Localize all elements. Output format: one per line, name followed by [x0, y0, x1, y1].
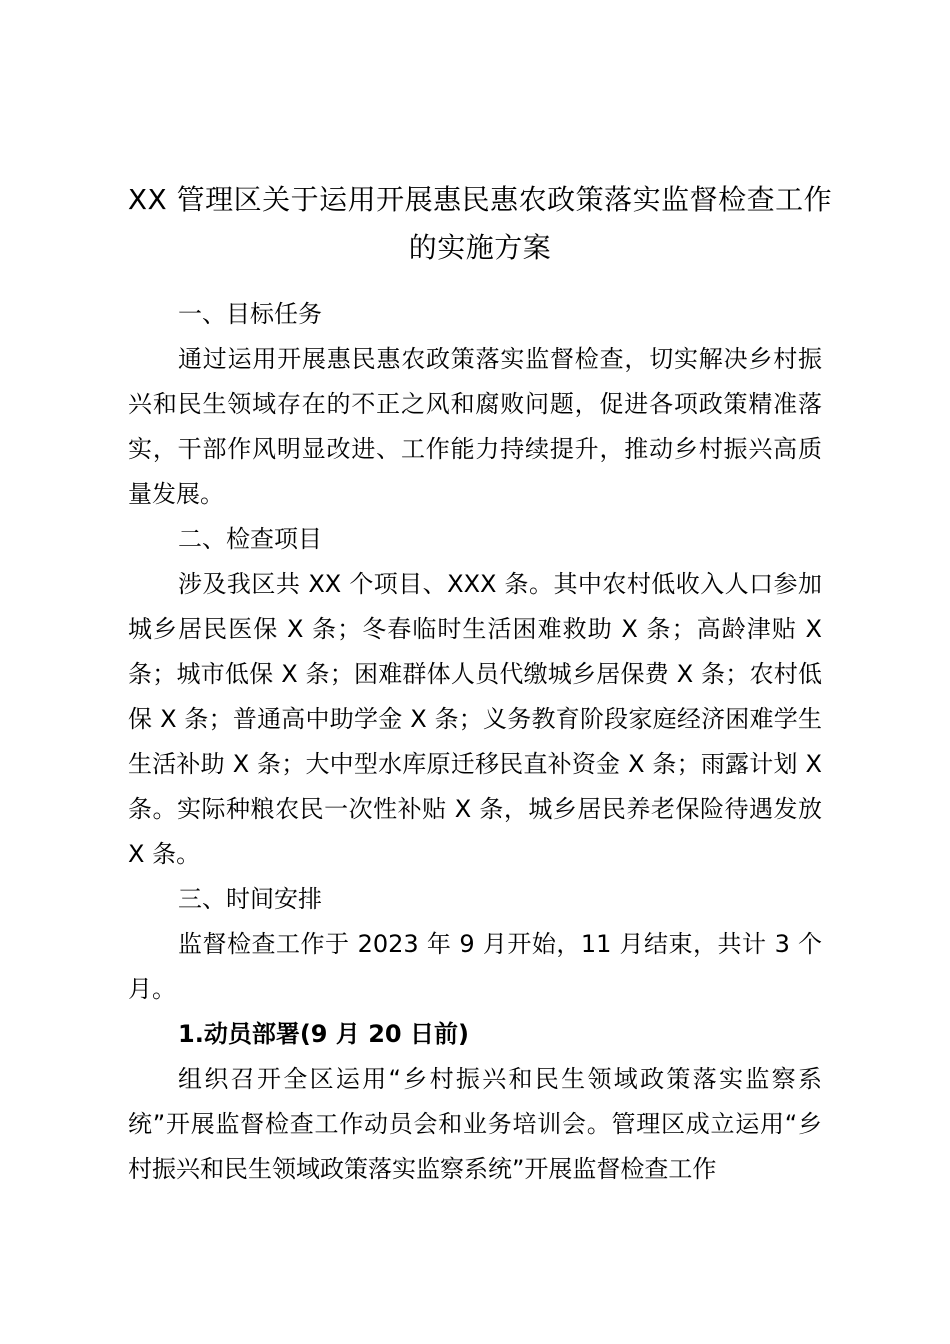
subsection-paragraph-mobilization: 组织召开全区运用“乡村振兴和民生领域政策落实监察系统”开展监督检查工作动员会和业务培训会。管理区成立运用“乡村振兴和民生领域政策落实监察系统”开展监督检查工作: [128, 1065, 822, 1183]
section-paragraph-goals: 通过运用开展惠民惠农政策落实监督检查，切实解决乡村振兴和民生领域存在的不正之风和腐败问题，促进各项政策精准落实，干部作风明显改进、工作能力持续提升，推动乡村振兴高质量发展。: [128, 345, 822, 508]
subsection-heading-mobilization: 1.动员部署(9 月 20 日前): [178, 1020, 469, 1048]
document-title: [118, 176, 842, 272]
section-paragraph-schedule: 监督检查工作于 2023 年 9 月开始，11 月结束，共计 3 个月。: [128, 930, 822, 1003]
title-line-1: XX 管理区关于运用开展惠民惠农政策落实监督检查工作: [127, 183, 833, 216]
section-paragraph-inspection-items: 涉及我区共 XX 个项目、XXX 条。其中农村低收入人口参加城乡居民医保 X 条；冬春临时生活困难救助 X 条；高龄津贴 X 条；城市低保 X 条；困难群体人员代缴城乡居保费 X 条；农村低保 X 条；普通高中助学金 X 条；义务教育阶段家庭经济困难学生生活补助 X 条；大中型水库原迁移民直补资金 X 条；雨露计划 X 条。实际种粮农民一次性补贴 X 条，城乡居民养老保险待遇发放 X 条。: [128, 570, 822, 868]
section-heading-inspection-items: 二、检查项目: [178, 525, 322, 553]
document-body: [128, 292, 822, 1192]
title-line-2: 的实施方案: [408, 231, 552, 264]
section-heading-goals: 一、目标任务: [178, 300, 322, 328]
section-heading-schedule: 三、时间安排: [178, 885, 322, 913]
